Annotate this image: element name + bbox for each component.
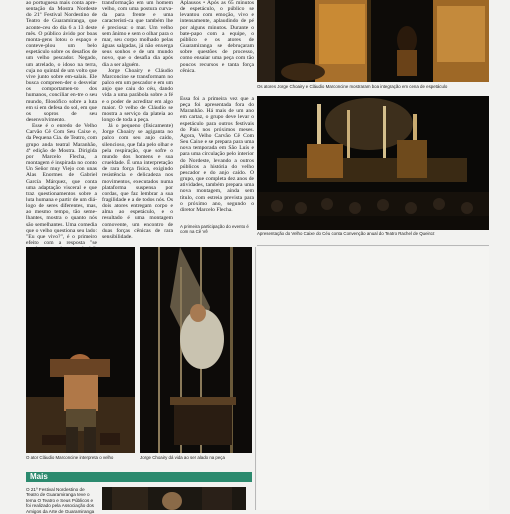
divider-line — [257, 245, 489, 246]
mais-section-label: Mais — [30, 472, 48, 481]
caption-mid-right: Apresentação do Velho Caixe do Céu conta Convenção anual do Teatro Rachel de Queiroz — [257, 231, 435, 236]
article-paragraph: transformação em um homem velho, com uma postura curva-da para frente e uma característi-ca que também lhe é preciosa: o mar. Um velho sem ânimo e sem o olhar para o mar, seu corpo molhado pelas águas salgadas, já não enxerga seus sonhos e de um mundo novo, que o desafia dia após dia a ser alguém. — [102, 0, 173, 68]
divider-line-vertical — [255, 247, 256, 510]
empty-page-area — [257, 247, 489, 510]
article-paragraph: ao portuguesa mais conta apre-sentação da Mostra Nordeste do 21º Festival Nordestino de Teatro de Guaramiranga, que aconte-ceu do dia 6 a 13 deste mês. O público ávido por boas monta-gens lotou o espaço e conteve-plou um belo espetáculo sobre os desafios de um velho pescador. Negado, um atrelado, o idoso na terra, cuja no quintal de um volto que vive junto sobre em-salais. Ele busca compreen-der o desvelar os comportamen-to dos humanos, conciliar en-tre o seu mundo, filosófico sobre a luta em si em defesa do sol, em que os sopros de seu desenvolvimento. — [26, 0, 97, 123]
photo-actor-claudio — [26, 247, 135, 453]
mais-section-bar — [26, 472, 252, 482]
photo-actor-jorge — [140, 247, 252, 453]
article-paragraph: Jorge Choairy e Cláudio Marconcine se transformam no palco em um pescador e em um anjo que caiu do céu, dando vida a uma parábola sobre a fé e o poder de acreditar em algo maior. O velho de Cláudio se mostra a serviço da plateia ao longo de toda a peça. — [102, 67, 173, 123]
caption-top-right: Os atores Jorge Choairy e Cláudio Marconcine mostraram boa integração em cena de espetáculo — [257, 84, 448, 89]
mais-section-text: O 21º Festival Nordestino de Teatro de Guaramiranga teve o tema O Teatro e Seus Públicos e foi realizado pela Associação dos Amigos da Arte de Guaramiranga — [26, 487, 95, 514]
photo-stage-audience — [257, 96, 489, 230]
article-paragraph: Esse é o enredo de Velho Carvão Cê Com Seu Caixe e, da Pequena Cia. de Teatro, com grupo anda teatral Maranhão, 4ª edição de Mostra. Dirigida por Marcelo Flecha, a montagem é inspirada no conto Un Señor muy Viejo con unas Alas Enormes de Gabriel García Márquez, que conta uma adaptação visceral e que traz questionamentos sobre a luta humana e partir de um diá-logo de seres diferentes, mas, ao mesmo tempo, tão seme-lhantes, mostra o quanto nós são semelhantes. Uma comedia que o velho questiona seu lado: "Eu que vivo?", é o primeiro efeito com a resposta "se — [26, 123, 97, 247]
article-column-2 — [102, 0, 173, 243]
article-paragraph: Já o pequeno (fisicamente) Jorge Choairy se agiganta no palco com seu anjo caído, silencioso, que fala pelo olhar e pela respiração, que sofre o mundo dos homens e sua crueldade. É uma interpretação de rara força física, exigindo resistência e delicadeza nos movimentos, executados numa plataforma suspensa por cordas, que faz lembrar a sua fragilidade e a de todos nós. Os dois atores entregam corpo e alma ao espetáculo, e o resultado é uma montagem comovente, um encontro de duas forças cênicas de rara sensibilidade. — [102, 123, 173, 240]
caption-bottom-left: O ator Cláudio Marconcine interpreta o velho — [26, 455, 114, 460]
article-paragraph-aplausos: Aplausos • Após as 65 minutos de espetáculo, o público se levantou com emoção, vivo e intensamente, aplaudindo de pé por alguns minutos. Durante o bate-papo com a equipe, o público e os atores de Guaramiranga se debruçaram sobre questões de processo, como ensaiar uma peça com tão poucos recursos e tanta força cênica. — [180, 0, 254, 74]
caption-mid-left: A primeira participação do evento é com na Cê Vê — [180, 224, 249, 234]
caption-bottom-right: Jorge Choairy dá vida ao ser alado na peça — [140, 455, 225, 460]
article-column-1 — [26, 0, 97, 247]
article-paragraph: Essa foi a primeira vez que a peça foi apresentada fora do Maranhão. Há mais de um ano em cartaz, o grupo deve levar o espetáculo para outros festivais do País nos próximos meses. Agora, Velho Carvão Cê Com Seu Caixe e se prepara para uma nova temporada em São Luís e para uma circulação pelo interior do Nordeste, levando a outros públicos a história do velho pescador e do anjo caído. O grupo, que completa dez anos de atividades, também prepara uma nova montagem, ainda sem título, com estreia prevista para o próximo ano, segundo o diretor Marcelo Flecha. — [180, 96, 254, 213]
article-column-3 — [180, 0, 254, 92]
photo-actors-stage-top — [257, 0, 489, 82]
photo-mais — [102, 487, 246, 510]
